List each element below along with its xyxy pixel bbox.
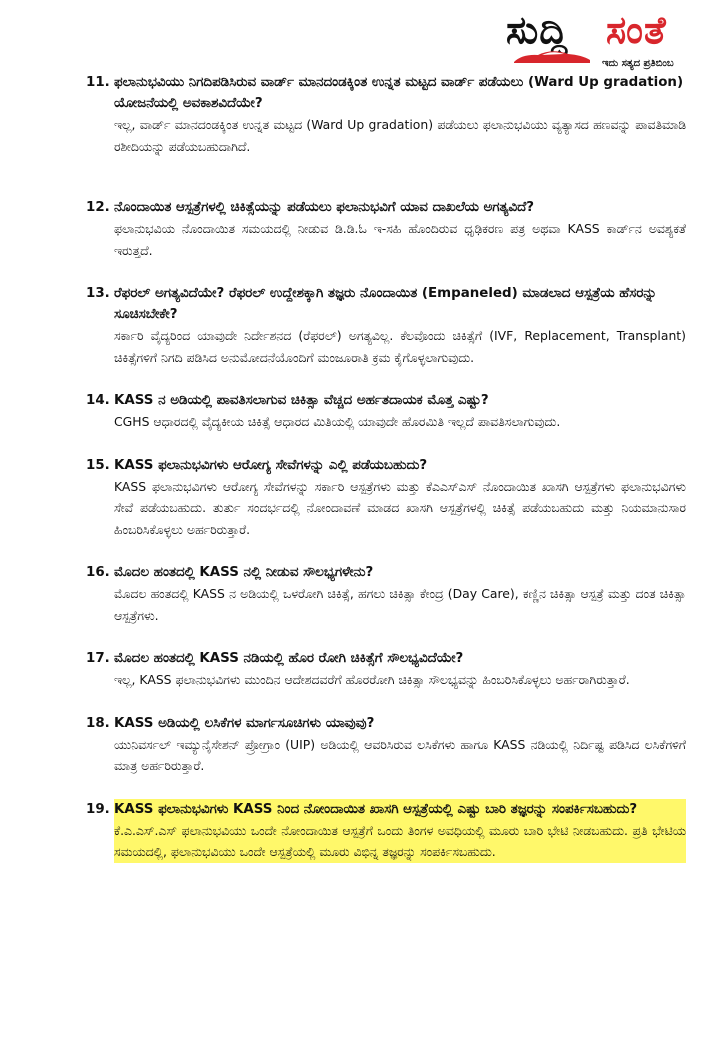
car-icon (512, 46, 592, 66)
question-text: KASS ಫಲಾನುಭವಿಗಳು KASS ನಿಂದ ನೋಂದಾಯಿತ ಖಾಸಗಿ ಆಸ್ಪತ್ರೆಯಲ್ಲಿ ಎಷ್ಟು ಬಾರಿ ತಜ್ಞರನ್ನು ಸಂಪರ್ಕಿಸಬಹುದು? (114, 799, 686, 820)
logo-word-1: ಸುದ್ದಿ (506, 8, 569, 52)
faq-item (86, 648, 686, 691)
faq-item (86, 72, 686, 157)
faq-question (86, 390, 686, 411)
faq-answer: ಇಲ್ಲ, ವಾರ್ಡ್ ಮಾನದಂಡಕ್ಕಿಂತ ಉನ್ನತ ಮಟ್ಟದ (Ward Up gradation) ಪಡೆಯಲು ಫಲಾನುಭವಿಯು ವ್ಯತ್ಯಾಸದ ಹಣವನ್ನು ಪಾವತಿಮಾಡಿ ರಶೀದಿಯನ್ನು ಪಡೆಯಬಹುದಾಗಿದೆ. (114, 117, 686, 154)
question-number: 19. (86, 801, 110, 817)
question-text: ಮೊದಲ ಹಂತದಲ್ಲಿ KASS ನಲ್ಲಿ ನೀಡುವ ಸೌಲಭ್ಯಗಳೇನು? (114, 565, 374, 580)
question-text: KASS ಅಡಿಯಲ್ಲಿ ಲಸಿಕೆಗಳ ಮಾರ್ಗಸೂಚಿಗಳು ಯಾವುವು? (114, 715, 375, 731)
faq-answer: ಇಲ್ಲ, KASS ಫಲಾನುಭವಿಗಳು ಮುಂದಿನ ಆದೇಶದವರೆಗೆ ಹೊರರೋಗಿ ಚಿಕಿತ್ಸಾ ಸೌಲಭ್ಯವನ್ನು ಹಿಂಬರಿಸಿಕೊಳ್ಳಲು ಅರ್ಹರಾಗಿರುತ್ತಾರೆ. (114, 672, 630, 687)
question-number: 16. (86, 565, 110, 580)
faq-item (86, 283, 686, 368)
faq-item (86, 455, 686, 541)
faq-answer: ಸರ್ಕಾರಿ ವೈದ್ಯರಿಂದ ಯಾವುದೇ ನಿರ್ದೇಶನದ (ರೆಫರಲ್) ಅಗತ್ಯವಿಲ್ಲ. ಕೆಲವೊಂದು ಚಿಕಿತ್ಸೆಗೆ (IVF, Replacement, Transplant) ಚಿಕಿತ್ಸೆಗಳಿಗೆ ನಿಗದಿ ಪಡಿಸಿದ ಅನುಮೋದನೆಯೊಂದಿಗೆ ಮಂಜೂರಾತಿ ಕ್ರಮ ಕೈಗೊಳ್ಳಲಾಗುವುದು. (114, 328, 686, 365)
faq-item (86, 713, 686, 777)
logo-tagline: ಇದು ಸತ್ಯದ ಪ್ರತಿಬಿಂಬ (602, 58, 674, 69)
faq-answer: ಯುನಿವರ್ಸಲ್ ಇಮ್ಯುನೈಸೇಶನ್ ಪ್ರೋಗ್ರಾಂ (UIP) ಅಡಿಯಲ್ಲಿ ಆವರಿಸಿರುವ ಲಸಿಕೆಗಳು ಹಾಗೂ KASS ನಡಿಯಲ್ಲಿ ನಿರ್ದಿಷ್ಟ ಪಡಿಸಿದ ಲಸಿಕೆಗಳಿಗೆ ಮಾತ್ರ ಅರ್ಹರಿರುತ್ತಾರೆ. (114, 736, 686, 773)
faq-question (86, 455, 686, 476)
faq-answer: ಮೊದಲ ಹಂತದಲ್ಲಿ KASS ನ ಅಡಿಯಲ್ಲಿ ಒಳರೋಗಿ ಚಿಕಿತ್ಸೆ, ಹಗಲು ಚಿಕಿತ್ಸಾ ಕೇಂದ್ರ (Day Care), ಕಣ್ಣಿನ ಚಿಕಿತ್ಸಾ ಆಸ್ಪತ್ರೆ ಮತ್ತು ದಂತ ಚಿಕಿತ್ಸಾ ಆಸ್ಪತ್ರೆಗಳು. (114, 586, 686, 623)
faq-answer: KASS ಫಲಾನುಭವಿಗಳು ಆರೋಗ್ಯ ಸೇವೆಗಳನ್ನು ಸರ್ಕಾರಿ ಆಸ್ಪತ್ರೆಗಳು ಮತ್ತು ಕೆಎಎಸ್‌ಎಸ್ ನೊಂದಾಯಿತ ಖಾಸಗಿ ಆಸ್ಪತ್ರೆಗಳು ಫಲಾನುಭವಿಗಳು ಸೇವೆ ಪಡೆಯಬಹುದು. ತುರ್ತು ಸಂದರ್ಭದಲ್ಲಿ ನೋಂದಾವಣೆ ಮಾಡದ ಖಾಸಗಿ ಆಸ್ಪತ್ರೆಗಳಲ್ಲಿ ಚಿಕಿತ್ಸೆ ಪಡೆಯಬಹುದು ಮತ್ತು ನಿಯಮಾನುಸಾರ ಹಿಂಬರಿಸಿಕೊಳ್ಳಲು ಅರ್ಹರಿರುತ್ತಾರೆ. (114, 478, 686, 537)
question-number: 17. (86, 651, 110, 666)
question-text: ರೆಫರಲ್ ಅಗತ್ಯವಿದೆಯೇ? ರೆಫರಲ್ ಉದ್ದೇಶಕ್ಕಾಗಿ ತಜ್ಞರು ನೊಂದಾಯಿತ (Empaneled) ಮಾಡಲಾದ ಆಸ್ಪತ್ರೆಯ ಹೆಸರನ್ನು ಸೂಚಿಸಬೇಕೇ? (114, 286, 657, 322)
faq-question (86, 283, 686, 325)
question-number: 18. (86, 715, 110, 731)
faq-question (86, 713, 686, 734)
faq-list (86, 66, 686, 863)
faq-answer: ಫಲಾನುಭವಿಯ ನೊಂದಾಯಿತ ಸಮಯದಲ್ಲಿ ನೀಡುವ ಡಿ.ಡಿ.ಓ ಇ-ಸಹಿ ಹೊಂದಿರುವ ಧೃಢಿಕರಣ ಪತ್ರ ಅಥವಾ KASS ಕಾರ್ಡ್‌ನ ಅವಶ್ಯಕತೆ ಇರುತ್ತದೆ. (114, 221, 686, 258)
faq-question (86, 197, 686, 218)
question-number: 11. (86, 75, 110, 90)
question-text: ನೊಂದಾಯಿತ ಆಸ್ಪತ್ರೆಗಳಲ್ಲಿ ಚಿಕಿತ್ಸೆಯನ್ನು ಪಡೆಯಲು ಫಲಾನುಭವಿಗೆ ಯಾವ ದಾಖಲೆಯ ಅಗತ್ಯವಿದೆ? (114, 200, 535, 215)
question-number: 15. (86, 457, 110, 473)
faq-question (86, 562, 686, 583)
question-text: ಫಲಾನುಭವಿಯು ನಿಗದಿಪಡಿಸಿರುವ ವಾರ್ಡ್ ಮಾನದಂಡಕ್ಕಿಂತ ಉನ್ನತ ಮಟ್ಟದ ವಾರ್ಡ್ ಪಡೆಯಲು (Ward Up gradation) ಯೋಜನೆಯಲ್ಲಿ ಅವಕಾಶವಿದೆಯೇ? (114, 75, 684, 111)
faq-item (86, 197, 686, 261)
faq-item-highlighted (86, 799, 686, 863)
faq-answer: ಕೆ.ಎ.ಎಸ್.ಎಸ್ ಫಲಾನುಭವಿಯು ಒಂದೇ ನೋಂದಾಯಿತ ಆಸ್ಪತ್ರೆಗೆ ಒಂದು ತಿಂಗಳ ಅವಧಿಯಲ್ಲಿ ಮೂರು ಬಾರಿ ಭೇಟಿ ನೀಡಬಹುದು. ಪ್ರತಿ ಭೇಟಿಯ ಸಮಯದಲ್ಲಿ, ಫಲಾನುಭವಿಯು ಒಂದೇ ಆಸ್ಪತ್ರೆಯಲ್ಲಿ ಮೂರು ವಿಭಿನ್ನ ತಜ್ಞರನ್ನು ಸಂಪರ್ಕಿಸಬಹುದು. (114, 820, 686, 863)
faq-question (86, 799, 686, 820)
question-number: 12. (86, 200, 110, 215)
faq-item (86, 562, 686, 626)
question-number: 14. (86, 393, 110, 408)
faq-item (86, 390, 686, 433)
logo-word-2: ಸಂತೆ (606, 8, 667, 52)
question-number: 13. (86, 286, 110, 301)
faq-answer: CGHS ಆಧಾರದಲ್ಲಿ ವೈದ್ಯಕೀಯ ಚಿಕಿತ್ಸೆ ಆಧಾರದ ಮಿತಿಯಲ್ಲಿ ಯಾವುದೇ ಹೊರಮಿತಿ ಇಲ್ಲದೆ ಪಾವತಿಸಲಾಗುವುದು. (114, 414, 561, 429)
faq-question (86, 648, 686, 669)
question-text: KASS ನ ಅಡಿಯಲ್ಲಿ ಪಾವತಿಸಲಾಗುವ ಚಿಕಿತ್ಸಾ ವೆಚ್ಚದ ಅರ್ಹತದಾಯಕ ಮೊತ್ತ ಎಷ್ಟು? (114, 393, 489, 408)
question-text: KASS ಫಲಾನುಭವಿಗಳು ಆರೋಗ್ಯ ಸೇವೆಗಳನ್ನು ಎಲ್ಲಿ ಪಡೆಯಬಹುದು? (114, 457, 428, 473)
faq-question (86, 72, 686, 114)
question-text: ಮೊದಲ ಹಂತದಲ್ಲಿ KASS ನಡಿಯಲ್ಲಿ ಹೊರ ರೋಗಿ ಚಿಕಿತ್ಸೆಗೆ ಸೌಲಭ್ಯವಿದೆಯೇ? (114, 651, 464, 666)
